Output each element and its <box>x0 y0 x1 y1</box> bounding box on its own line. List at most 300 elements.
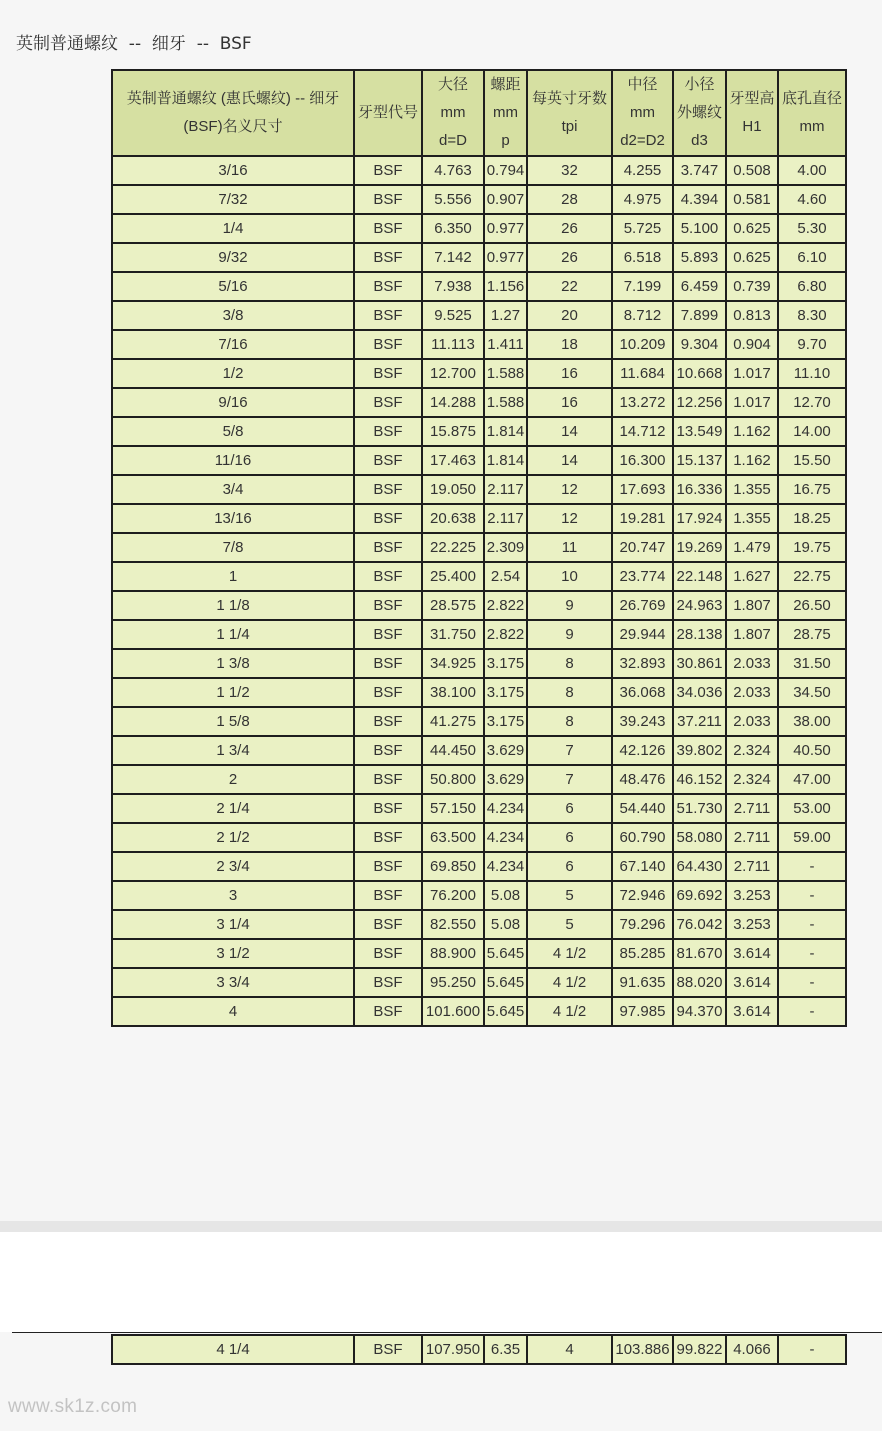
cell-pitch-diameter: 4.975 <box>612 185 673 214</box>
cell-tpi: 20 <box>527 301 612 330</box>
header-line: H1 <box>742 118 762 135</box>
cell-thread-code: BSF <box>354 591 422 620</box>
table-row <box>112 852 846 881</box>
cell-nominal-size: 7/8 <box>112 533 354 562</box>
cell-pitch-diameter: 23.774 <box>612 562 673 591</box>
cell-thread-code: BSF <box>354 1335 422 1364</box>
cell-minor-diameter: 37.211 <box>673 707 726 736</box>
cell-tpi: 22 <box>527 272 612 301</box>
header-thread-code <box>354 70 422 156</box>
cell-minor-diameter: 34.036 <box>673 678 726 707</box>
cell-tap-drill: - <box>778 1335 846 1364</box>
cell-tpi: 9 <box>527 620 612 649</box>
cell-tap-drill: 14.00 <box>778 417 846 446</box>
cell-tpi: 14 <box>527 446 612 475</box>
cell-major-diameter: 15.875 <box>422 417 484 446</box>
cell-minor-diameter: 99.822 <box>673 1335 726 1364</box>
cell-tpi: 18 <box>527 330 612 359</box>
header-minor-diameter <box>673 70 726 156</box>
cell-tap-drill: 12.70 <box>778 388 846 417</box>
header-line: 牙型高 <box>729 90 775 107</box>
cell-nominal-size: 5/16 <box>112 272 354 301</box>
cell-thread-height: 2.711 <box>726 794 778 823</box>
table-row <box>112 881 846 910</box>
cell-nominal-size: 3/8 <box>112 301 354 330</box>
header-line: 英制普通螺纹 (惠氏螺纹) -- 细牙 <box>126 90 340 107</box>
cell-nominal-size: 3/4 <box>112 475 354 504</box>
cell-pitch: 3.175 <box>484 707 527 736</box>
table-row <box>112 243 846 272</box>
cell-major-diameter: 14.288 <box>422 388 484 417</box>
cell-pitch-diameter: 103.886 <box>612 1335 673 1364</box>
table-row <box>112 910 846 939</box>
cell-nominal-size: 1 3/4 <box>112 736 354 765</box>
cell-tpi: 8 <box>527 649 612 678</box>
cell-pitch: 3.175 <box>484 678 527 707</box>
table-row <box>112 1335 846 1364</box>
cell-thread-height: 4.066 <box>726 1335 778 1364</box>
header-line: d3 <box>691 132 708 149</box>
cell-tpi: 28 <box>527 185 612 214</box>
cell-major-diameter: 4.763 <box>422 156 484 185</box>
cell-tpi: 8 <box>527 707 612 736</box>
cell-thread-height: 3.614 <box>726 997 778 1026</box>
header-line: (BSF)名义尺寸 <box>183 118 283 135</box>
cell-thread-height: 2.711 <box>726 823 778 852</box>
cell-major-diameter: 28.575 <box>422 591 484 620</box>
cell-pitch-diameter: 72.946 <box>612 881 673 910</box>
cell-thread-code: BSF <box>354 649 422 678</box>
cell-thread-height: 1.355 <box>726 475 778 504</box>
table-row <box>112 591 846 620</box>
cell-tpi: 10 <box>527 562 612 591</box>
cell-tap-drill: 53.00 <box>778 794 846 823</box>
bsf-thread-table-continued <box>111 1334 847 1365</box>
cell-pitch-diameter: 48.476 <box>612 765 673 794</box>
table-row <box>112 997 846 1026</box>
cell-thread-height: 3.614 <box>726 939 778 968</box>
bsf-thread-table <box>111 69 847 1027</box>
cell-pitch-diameter: 6.518 <box>612 243 673 272</box>
header-line: mm <box>799 118 825 135</box>
cell-minor-diameter: 4.394 <box>673 185 726 214</box>
cell-thread-code: BSF <box>354 620 422 649</box>
cell-pitch: 1.156 <box>484 272 527 301</box>
cell-nominal-size: 7/16 <box>112 330 354 359</box>
cell-tap-drill: 15.50 <box>778 446 846 475</box>
header-pitch <box>484 70 527 156</box>
cell-major-diameter: 101.600 <box>422 997 484 1026</box>
cell-nominal-size: 4 1/4 <box>112 1335 354 1364</box>
cell-minor-diameter: 3.747 <box>673 156 726 185</box>
header-line: 每英寸牙数 <box>531 90 607 107</box>
header-line: 中径 <box>627 76 658 93</box>
table-row <box>112 794 846 823</box>
cell-pitch-diameter: 91.635 <box>612 968 673 997</box>
cell-tpi: 14 <box>527 417 612 446</box>
cell-pitch-diameter: 54.440 <box>612 794 673 823</box>
cell-minor-diameter: 12.256 <box>673 388 726 417</box>
cell-minor-diameter: 76.042 <box>673 910 726 939</box>
cell-major-diameter: 38.100 <box>422 678 484 707</box>
cell-tpi: 9 <box>527 591 612 620</box>
header-nominal-size <box>112 70 354 156</box>
header-line: mm <box>440 104 466 121</box>
cell-minor-diameter: 28.138 <box>673 620 726 649</box>
cell-thread-code: BSF <box>354 214 422 243</box>
cell-tap-drill: 8.30 <box>778 301 846 330</box>
cell-pitch-diameter: 16.300 <box>612 446 673 475</box>
header-line: 小径 <box>684 76 715 93</box>
header-line: 牙型代号 <box>357 104 418 121</box>
cell-tpi: 12 <box>527 475 612 504</box>
table-row <box>112 359 846 388</box>
cell-pitch: 2.822 <box>484 620 527 649</box>
cell-major-diameter: 76.200 <box>422 881 484 910</box>
cell-thread-height: 3.253 <box>726 910 778 939</box>
cell-pitch-diameter: 20.747 <box>612 533 673 562</box>
cell-tpi: 6 <box>527 852 612 881</box>
table-row <box>112 417 846 446</box>
table-row <box>112 301 846 330</box>
cell-tpi: 4 1/2 <box>527 997 612 1026</box>
cell-major-diameter: 5.556 <box>422 185 484 214</box>
cell-pitch-diameter: 39.243 <box>612 707 673 736</box>
cell-pitch-diameter: 19.281 <box>612 504 673 533</box>
cell-major-diameter: 6.350 <box>422 214 484 243</box>
cell-thread-code: BSF <box>354 185 422 214</box>
cell-pitch-diameter: 4.255 <box>612 156 673 185</box>
cell-nominal-size: 1 1/4 <box>112 620 354 649</box>
cell-tap-drill: 40.50 <box>778 736 846 765</box>
cell-pitch: 1.27 <box>484 301 527 330</box>
table-row <box>112 678 846 707</box>
cell-pitch: 2.309 <box>484 533 527 562</box>
cell-pitch: 3.629 <box>484 736 527 765</box>
cell-thread-code: BSF <box>354 301 422 330</box>
cell-tpi: 6 <box>527 794 612 823</box>
cell-minor-diameter: 19.269 <box>673 533 726 562</box>
cell-tap-drill: 5.30 <box>778 214 846 243</box>
cell-pitch: 5.645 <box>484 997 527 1026</box>
header-line: 大径 <box>437 76 468 93</box>
cell-tap-drill: - <box>778 939 846 968</box>
table-row <box>112 939 846 968</box>
cell-major-diameter: 7.938 <box>422 272 484 301</box>
cell-nominal-size: 1 1/2 <box>112 678 354 707</box>
cell-pitch-diameter: 14.712 <box>612 417 673 446</box>
table-row <box>112 446 846 475</box>
cell-pitch-diameter: 97.985 <box>612 997 673 1026</box>
cell-tap-drill: 59.00 <box>778 823 846 852</box>
cell-major-diameter: 69.850 <box>422 852 484 881</box>
cell-pitch-diameter: 8.712 <box>612 301 673 330</box>
cell-thread-height: 3.614 <box>726 968 778 997</box>
cell-tpi: 5 <box>527 881 612 910</box>
cell-tpi: 12 <box>527 504 612 533</box>
cell-tap-drill: 6.10 <box>778 243 846 272</box>
cell-tpi: 7 <box>527 736 612 765</box>
header-major-diameter <box>422 70 484 156</box>
cell-thread-height: 0.904 <box>726 330 778 359</box>
cell-thread-code: BSF <box>354 881 422 910</box>
cell-minor-diameter: 5.100 <box>673 214 726 243</box>
table-row <box>112 330 846 359</box>
cell-pitch: 0.977 <box>484 214 527 243</box>
cell-tap-drill: 4.00 <box>778 156 846 185</box>
cell-pitch: 3.629 <box>484 765 527 794</box>
table-row <box>112 185 846 214</box>
cell-thread-code: BSF <box>354 156 422 185</box>
table-row <box>112 272 846 301</box>
cell-thread-height: 2.324 <box>726 765 778 794</box>
header-line: p <box>501 132 510 149</box>
table-row <box>112 620 846 649</box>
cell-nominal-size: 1 3/8 <box>112 649 354 678</box>
table-row <box>112 823 846 852</box>
cell-pitch-diameter: 29.944 <box>612 620 673 649</box>
header-pitch-diameter <box>612 70 673 156</box>
cell-nominal-size: 9/16 <box>112 388 354 417</box>
cell-tpi: 8 <box>527 678 612 707</box>
cell-minor-diameter: 10.668 <box>673 359 726 388</box>
cell-pitch: 1.814 <box>484 417 527 446</box>
cell-major-diameter: 107.950 <box>422 1335 484 1364</box>
cell-minor-diameter: 7.899 <box>673 301 726 330</box>
cell-major-diameter: 41.275 <box>422 707 484 736</box>
header-line: tpi <box>561 118 578 135</box>
cell-nominal-size: 2 1/2 <box>112 823 354 852</box>
cell-thread-code: BSF <box>354 794 422 823</box>
cell-thread-code: BSF <box>354 417 422 446</box>
cell-thread-height: 1.162 <box>726 417 778 446</box>
cell-tpi: 32 <box>527 156 612 185</box>
cell-minor-diameter: 64.430 <box>673 852 726 881</box>
cell-nominal-size: 5/8 <box>112 417 354 446</box>
cell-pitch-diameter: 26.769 <box>612 591 673 620</box>
cell-thread-code: BSF <box>354 243 422 272</box>
watermark: www.sk1z.com <box>8 1396 138 1417</box>
cell-thread-code: BSF <box>354 910 422 939</box>
cell-minor-diameter: 24.963 <box>673 591 726 620</box>
cell-tpi: 11 <box>527 533 612 562</box>
cell-nominal-size: 3 <box>112 881 354 910</box>
cell-tpi: 5 <box>527 910 612 939</box>
cell-pitch-diameter: 32.893 <box>612 649 673 678</box>
cell-nominal-size: 2 1/4 <box>112 794 354 823</box>
cell-pitch: 5.08 <box>484 881 527 910</box>
cell-tap-drill: 28.75 <box>778 620 846 649</box>
cell-thread-height: 2.033 <box>726 707 778 736</box>
cell-thread-height: 2.324 <box>726 736 778 765</box>
cell-tap-drill: - <box>778 881 846 910</box>
cell-thread-height: 0.625 <box>726 243 778 272</box>
cell-thread-height: 1.162 <box>726 446 778 475</box>
page-title: 英制普通螺纹 -- 细牙 -- BSF <box>16 34 252 54</box>
cell-major-diameter: 17.463 <box>422 446 484 475</box>
cell-minor-diameter: 13.549 <box>673 417 726 446</box>
cell-tap-drill: 31.50 <box>778 649 846 678</box>
cell-thread-height: 1.355 <box>726 504 778 533</box>
cell-thread-code: BSF <box>354 939 422 968</box>
cell-tap-drill: 19.75 <box>778 533 846 562</box>
cell-thread-code: BSF <box>354 823 422 852</box>
cell-tap-drill: 11.10 <box>778 359 846 388</box>
cell-thread-code: BSF <box>354 765 422 794</box>
cell-major-diameter: 57.150 <box>422 794 484 823</box>
cell-thread-height: 0.508 <box>726 156 778 185</box>
header-line: 螺距 <box>490 76 521 93</box>
cell-major-diameter: 34.925 <box>422 649 484 678</box>
cell-major-diameter: 11.113 <box>422 330 484 359</box>
cell-pitch-diameter: 79.296 <box>612 910 673 939</box>
cell-thread-code: BSF <box>354 272 422 301</box>
cell-pitch: 3.175 <box>484 649 527 678</box>
table-row <box>112 968 846 997</box>
cell-pitch-diameter: 17.693 <box>612 475 673 504</box>
cell-minor-diameter: 15.137 <box>673 446 726 475</box>
cell-minor-diameter: 58.080 <box>673 823 726 852</box>
cell-minor-diameter: 39.802 <box>673 736 726 765</box>
cell-major-diameter: 44.450 <box>422 736 484 765</box>
cell-thread-height: 1.807 <box>726 591 778 620</box>
cell-nominal-size: 2 <box>112 765 354 794</box>
cell-minor-diameter: 88.020 <box>673 968 726 997</box>
cell-nominal-size: 4 <box>112 997 354 1026</box>
table-row <box>112 533 846 562</box>
cell-tap-drill: - <box>778 910 846 939</box>
table-row <box>112 765 846 794</box>
cell-pitch-diameter: 11.684 <box>612 359 673 388</box>
header-line: d=D <box>439 132 467 149</box>
cell-major-diameter: 95.250 <box>422 968 484 997</box>
cell-thread-code: BSF <box>354 968 422 997</box>
cell-tpi: 4 1/2 <box>527 968 612 997</box>
cell-pitch: 2.117 <box>484 504 527 533</box>
header-line: 外螺纹 <box>676 104 722 121</box>
cell-major-diameter: 12.700 <box>422 359 484 388</box>
cell-pitch-diameter: 7.199 <box>612 272 673 301</box>
cell-minor-diameter: 51.730 <box>673 794 726 823</box>
cell-major-diameter: 22.225 <box>422 533 484 562</box>
table-row <box>112 156 846 185</box>
cell-minor-diameter: 69.692 <box>673 881 726 910</box>
cell-tpi: 16 <box>527 359 612 388</box>
cell-thread-height: 1.807 <box>726 620 778 649</box>
cell-major-diameter: 25.400 <box>422 562 484 591</box>
blank-area <box>0 1232 882 1332</box>
cell-thread-height: 0.625 <box>726 214 778 243</box>
table-row <box>112 475 846 504</box>
cell-thread-code: BSF <box>354 330 422 359</box>
cell-thread-code: BSF <box>354 475 422 504</box>
cell-pitch: 0.794 <box>484 156 527 185</box>
cell-thread-height: 0.813 <box>726 301 778 330</box>
cell-thread-height: 2.033 <box>726 649 778 678</box>
cell-pitch: 6.35 <box>484 1335 527 1364</box>
cell-pitch-diameter: 42.126 <box>612 736 673 765</box>
table-row <box>112 214 846 243</box>
cell-thread-code: BSF <box>354 997 422 1026</box>
cell-tap-drill: 9.70 <box>778 330 846 359</box>
cell-nominal-size: 1/2 <box>112 359 354 388</box>
cell-pitch-diameter: 5.725 <box>612 214 673 243</box>
cell-pitch: 4.234 <box>484 794 527 823</box>
cell-nominal-size: 7/32 <box>112 185 354 214</box>
cell-minor-diameter: 22.148 <box>673 562 726 591</box>
cell-pitch: 1.588 <box>484 388 527 417</box>
cell-thread-height: 2.711 <box>726 852 778 881</box>
cell-thread-code: BSF <box>354 388 422 417</box>
cell-nominal-size: 1 5/8 <box>112 707 354 736</box>
cell-major-diameter: 82.550 <box>422 910 484 939</box>
cell-pitch: 4.234 <box>484 852 527 881</box>
cell-pitch: 2.117 <box>484 475 527 504</box>
cell-minor-diameter: 16.336 <box>673 475 726 504</box>
cell-major-diameter: 63.500 <box>422 823 484 852</box>
cell-pitch-diameter: 13.272 <box>612 388 673 417</box>
table-row <box>112 736 846 765</box>
header-tpi <box>527 70 612 156</box>
header-line: 底孔直径 <box>781 90 842 107</box>
cell-thread-height: 1.017 <box>726 388 778 417</box>
cell-minor-diameter: 17.924 <box>673 504 726 533</box>
cell-nominal-size: 1 <box>112 562 354 591</box>
cell-minor-diameter: 5.893 <box>673 243 726 272</box>
cell-nominal-size: 3 1/4 <box>112 910 354 939</box>
cell-tap-drill: 18.25 <box>778 504 846 533</box>
cell-major-diameter: 20.638 <box>422 504 484 533</box>
cell-major-diameter: 31.750 <box>422 620 484 649</box>
cell-pitch: 1.814 <box>484 446 527 475</box>
cell-minor-diameter: 94.370 <box>673 997 726 1026</box>
cell-pitch-diameter: 67.140 <box>612 852 673 881</box>
cell-thread-code: BSF <box>354 533 422 562</box>
cell-major-diameter: 50.800 <box>422 765 484 794</box>
cell-thread-code: BSF <box>354 359 422 388</box>
cell-pitch: 0.977 <box>484 243 527 272</box>
cell-tap-drill: 6.80 <box>778 272 846 301</box>
cell-thread-height: 1.627 <box>726 562 778 591</box>
cell-thread-code: BSF <box>354 446 422 475</box>
cell-tap-drill: - <box>778 968 846 997</box>
cell-tap-drill: 26.50 <box>778 591 846 620</box>
cell-pitch: 5.08 <box>484 910 527 939</box>
cell-pitch: 1.411 <box>484 330 527 359</box>
cell-nominal-size: 3/16 <box>112 156 354 185</box>
table-row <box>112 562 846 591</box>
header-thread-height <box>726 70 778 156</box>
cell-nominal-size: 9/32 <box>112 243 354 272</box>
cell-pitch: 5.645 <box>484 939 527 968</box>
cell-tpi: 4 <box>527 1335 612 1364</box>
cell-pitch: 5.645 <box>484 968 527 997</box>
cell-tpi: 7 <box>527 765 612 794</box>
table-row <box>112 388 846 417</box>
cell-tpi: 26 <box>527 214 612 243</box>
cell-minor-diameter: 81.670 <box>673 939 726 968</box>
cell-minor-diameter: 6.459 <box>673 272 726 301</box>
header-tap-drill <box>778 70 846 156</box>
cell-pitch: 2.822 <box>484 591 527 620</box>
table-row <box>112 649 846 678</box>
cell-pitch-diameter: 36.068 <box>612 678 673 707</box>
cell-tap-drill: 47.00 <box>778 765 846 794</box>
table-row <box>112 504 846 533</box>
cell-pitch: 4.234 <box>484 823 527 852</box>
cell-nominal-size: 2 3/4 <box>112 852 354 881</box>
header-line: mm <box>630 104 655 121</box>
